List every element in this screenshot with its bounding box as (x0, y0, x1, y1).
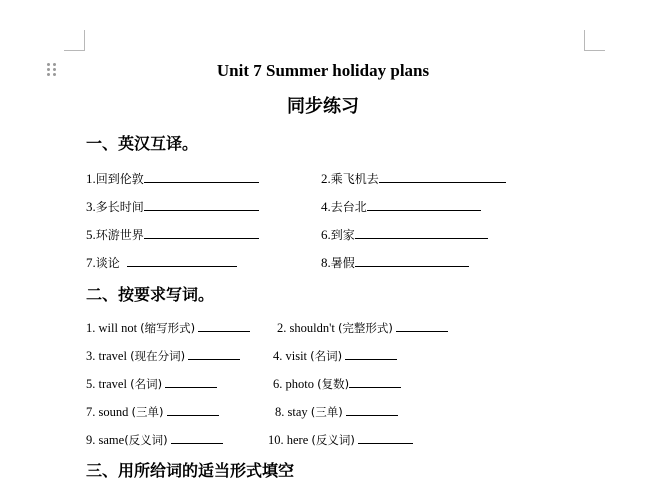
answer-blank[interactable] (198, 320, 250, 332)
word-item-4: 4. visit (名词) (273, 348, 397, 364)
exercise-item-8: 8.暑假 (321, 255, 469, 271)
answer-blank[interactable] (355, 255, 469, 267)
exercise-item-4: 4.去台北 (321, 199, 481, 215)
answer-blank[interactable] (345, 348, 397, 360)
word-item-9: 9. same(反义词) (86, 432, 223, 448)
section-2-heading: 二、按要求写词。 (86, 285, 215, 304)
answer-blank[interactable] (188, 348, 240, 360)
exercise-item-6: 6.到家 (321, 227, 488, 243)
word-item-6: 6. photo (复数) (273, 376, 401, 392)
word-item-3: 3. travel (现在分词) (86, 348, 240, 364)
exercise-item-7: 7.谈论 (86, 255, 237, 271)
word-item-7: 7. sound (三单) (86, 404, 219, 420)
page-corner-top-left (64, 30, 85, 51)
word-item-1: 1. will not (缩写形式) (86, 320, 250, 336)
answer-blank[interactable] (144, 227, 259, 239)
document-subtitle: 同步练习 (287, 96, 359, 117)
answer-blank[interactable] (355, 227, 488, 239)
answer-blank[interactable] (346, 404, 398, 416)
answer-blank[interactable] (171, 432, 223, 444)
answer-blank[interactable] (144, 199, 259, 211)
answer-blank[interactable] (144, 171, 259, 183)
answer-blank[interactable] (127, 255, 237, 267)
answer-blank[interactable] (396, 320, 448, 332)
word-item-2: 2. shouldn't (完整形式) (277, 320, 448, 336)
section-1-heading: 一、英汉互译。 (86, 134, 199, 153)
section-3-heading: 三、用所给词的适当形式填空 (86, 461, 295, 480)
exercise-item-3: 3.多长时间 (86, 199, 259, 215)
word-item-10: 10. here (反义词) (268, 432, 413, 448)
page-corner-top-right (584, 30, 605, 51)
answer-blank[interactable] (367, 199, 481, 211)
word-item-5: 5. travel (名词) (86, 376, 217, 392)
answer-blank[interactable] (167, 404, 219, 416)
answer-blank[interactable] (379, 171, 506, 183)
answer-blank[interactable] (165, 376, 217, 388)
answer-blank[interactable] (349, 376, 401, 388)
exercise-item-2: 2.乘飞机去 (321, 171, 506, 187)
document-title: Unit 7 Summer holiday plans (216, 61, 430, 80)
word-item-8: 8. stay (三单) (275, 404, 398, 420)
exercise-item-1: 1.回到伦敦 (86, 171, 259, 187)
exercise-item-5: 5.环游世界 (86, 227, 259, 243)
answer-blank[interactable] (358, 432, 413, 444)
